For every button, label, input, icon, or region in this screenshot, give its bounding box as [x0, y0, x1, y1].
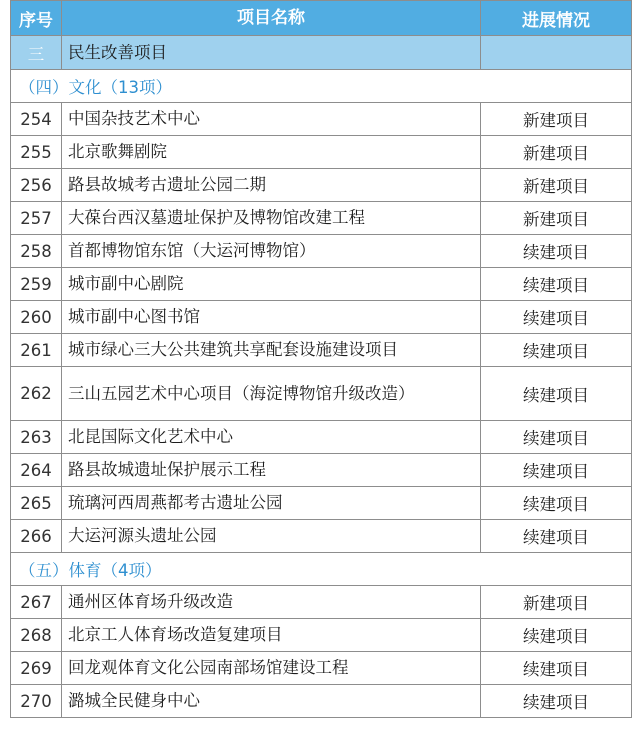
row-status: 续建项目 — [481, 235, 632, 267]
row-project-name: 城市副中心剧院 — [62, 268, 481, 300]
row-status: 续建项目 — [481, 334, 632, 366]
row-project-name: 大葆台西汉墓遗址保护及博物馆改建工程 — [62, 202, 481, 234]
table-row — [10, 619, 632, 652]
row-number: 259 — [10, 268, 62, 300]
section-name: 民生改善项目 — [62, 36, 481, 69]
row-number: 263 — [10, 421, 62, 453]
header-no: 序号 — [10, 1, 62, 35]
row-status: 续建项目 — [481, 367, 632, 420]
row-status: 新建项目 — [481, 586, 632, 618]
table-row — [10, 685, 632, 718]
row-status: 新建项目 — [481, 136, 632, 168]
table-body — [10, 70, 632, 718]
row-project-name: 路县故城考古遗址公园二期 — [62, 169, 481, 201]
row-project-name: 回龙观体育文化公园南部场馆建设工程 — [62, 652, 481, 684]
table-row — [10, 586, 632, 619]
row-project-name: 中国杂技艺术中心 — [62, 103, 481, 135]
row-number: 270 — [10, 685, 62, 717]
table-row — [10, 169, 632, 202]
table-row — [10, 235, 632, 268]
row-number: 264 — [10, 454, 62, 486]
table-row — [10, 268, 632, 301]
row-project-name: 琉璃河西周燕都考古遗址公园 — [62, 487, 481, 519]
row-status: 续建项目 — [481, 268, 632, 300]
row-number: 258 — [10, 235, 62, 267]
table-row — [10, 367, 632, 421]
row-project-name: 北昆国际文化艺术中心 — [62, 421, 481, 453]
row-project-name: 首都博物馆东馆（大运河博物馆） — [62, 235, 481, 267]
row-status: 续建项目 — [481, 301, 632, 333]
header-status: 进展情况 — [481, 1, 632, 35]
group-title: （五）体育（4项） — [10, 553, 632, 585]
row-status: 续建项目 — [481, 652, 632, 684]
row-project-name: 通州区体育场升级改造 — [62, 586, 481, 618]
table-row — [10, 202, 632, 235]
row-number: 267 — [10, 586, 62, 618]
row-number: 261 — [10, 334, 62, 366]
row-status: 新建项目 — [481, 202, 632, 234]
section-no: 三 — [10, 36, 62, 69]
table-row — [10, 421, 632, 454]
row-project-name: 城市副中心图书馆 — [62, 301, 481, 333]
row-number: 265 — [10, 487, 62, 519]
row-number: 269 — [10, 652, 62, 684]
row-project-name: 潞城全民健身中心 — [62, 685, 481, 717]
row-status: 续建项目 — [481, 487, 632, 519]
row-project-name: 城市绿心三大公共建筑共享配套设施建设项目 — [62, 334, 481, 366]
table-header — [10, 0, 632, 36]
row-status: 新建项目 — [481, 103, 632, 135]
row-number: 256 — [10, 169, 62, 201]
row-status: 新建项目 — [481, 169, 632, 201]
row-number: 257 — [10, 202, 62, 234]
row-status: 续建项目 — [481, 421, 632, 453]
row-status: 续建项目 — [481, 520, 632, 552]
header-name: 项目名称 — [62, 1, 481, 35]
table-row — [10, 454, 632, 487]
table-row — [10, 652, 632, 685]
row-number: 254 — [10, 103, 62, 135]
row-number: 266 — [10, 520, 62, 552]
row-number: 260 — [10, 301, 62, 333]
row-project-name: 北京歌舞剧院 — [62, 136, 481, 168]
row-status: 续建项目 — [481, 619, 632, 651]
row-number: 262 — [10, 367, 62, 420]
table-row — [10, 301, 632, 334]
project-table — [10, 0, 632, 718]
row-project-name: 大运河源头遗址公园 — [62, 520, 481, 552]
group-title-row — [10, 70, 632, 103]
table-row — [10, 103, 632, 136]
row-number: 268 — [10, 619, 62, 651]
table-row — [10, 136, 632, 169]
row-status: 续建项目 — [481, 685, 632, 717]
section-status — [481, 36, 632, 69]
table-row — [10, 487, 632, 520]
row-project-name: 北京工人体育场改造复建项目 — [62, 619, 481, 651]
group-title-row — [10, 553, 632, 586]
row-project-name: 路县故城遗址保护展示工程 — [62, 454, 481, 486]
section-row — [10, 36, 632, 70]
row-project-name: 三山五园艺术中心项目（海淀博物馆升级改造） — [62, 367, 481, 420]
table-row — [10, 334, 632, 367]
row-status: 续建项目 — [481, 454, 632, 486]
row-number: 255 — [10, 136, 62, 168]
table-row — [10, 520, 632, 553]
group-title: （四）文化（13项） — [10, 70, 632, 102]
